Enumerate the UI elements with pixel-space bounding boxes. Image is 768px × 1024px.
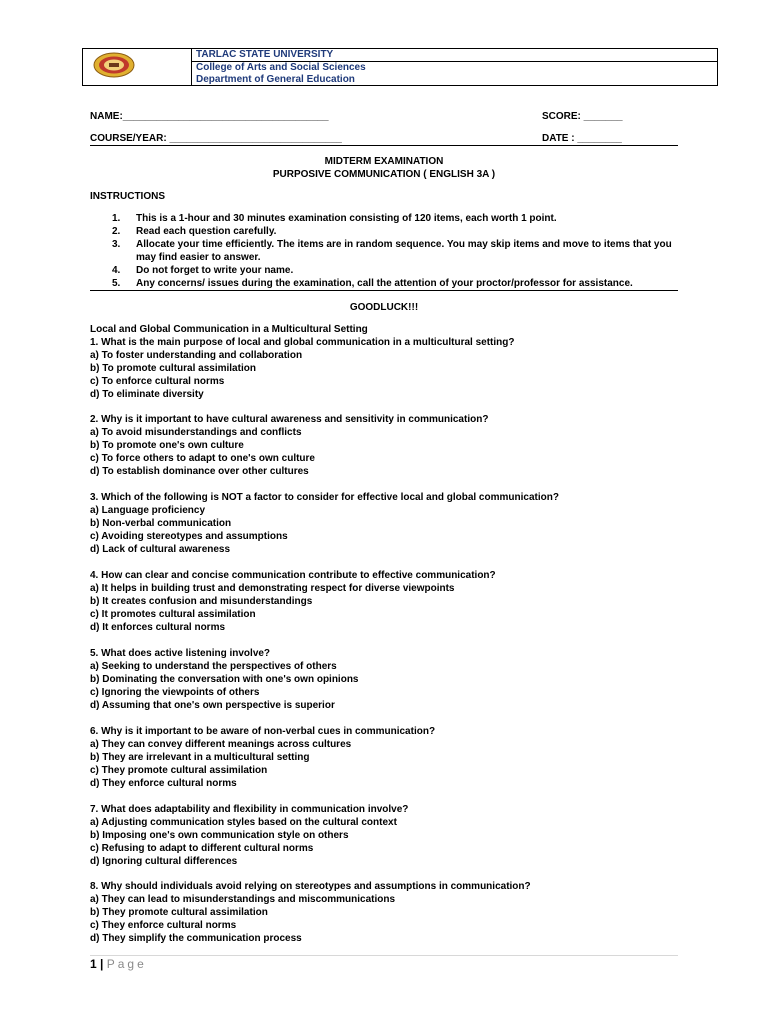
logo-cell: [83, 49, 192, 85]
college-department: [192, 62, 717, 85]
question-text: 2. Why is it important to have cultural awareness and sensitivity in communication?: [90, 414, 489, 425]
answer-option: b) They promote cultural assimilation: [90, 907, 268, 918]
instructions-heading: INSTRUCTIONS: [90, 191, 165, 202]
page-number: 1: [90, 957, 97, 971]
answer-option: c) Avoiding stereotypes and assumptions: [90, 531, 288, 542]
answer-option: d) They enforce cultural norms: [90, 778, 237, 789]
header-divider: [90, 145, 678, 146]
question-8: [90, 880, 690, 945]
question-1: [90, 336, 690, 401]
instructions-list: [112, 212, 672, 290]
answer-option: d) They simplify the communication process: [90, 933, 302, 944]
goodluck-text: GOODLUCK!!!: [349, 302, 419, 313]
answer-option: d) Lack of cultural awareness: [90, 544, 231, 555]
answer-option: b) Non-verbal communication: [90, 518, 232, 529]
college-name: College of Arts and Social Sciences: [196, 62, 366, 73]
footer-divider: [90, 955, 678, 956]
answer-option: d) To establish dominance over other cultures: [90, 466, 309, 477]
question-5: [90, 647, 690, 712]
answer-option: b) Dominating the conversation with one's own opinions: [90, 674, 359, 685]
question-3: [90, 491, 690, 556]
name-field[interactable]: NAME:_____________________________________: [90, 111, 329, 122]
instruction-item: 3. Allocate your time efficiently. The items are in random sequence. You may skip items and move to items that you may find easier to answer.: [112, 239, 672, 263]
course-year-field[interactable]: COURSE/YEAR: _______________________________: [90, 133, 342, 144]
answer-option: b) To promote one's own culture: [90, 440, 244, 451]
question-text: 3. Which of the following is NOT a factor to consider for effective local and global communication?: [90, 492, 559, 503]
answer-option: a) They can convey different meanings across cultures: [90, 739, 352, 750]
instruction-item: 1. This is a 1-hour and 30 minutes examination consisting of 120 items, each worth 1 point.: [112, 213, 557, 224]
footer-separator: |: [100, 957, 104, 971]
university-name: TARLAC STATE UNIVERSITY: [192, 49, 717, 62]
answer-option: d) It enforces cultural norms: [90, 622, 226, 633]
question-text: 7. What does adaptability and flexibility in communication involve?: [90, 804, 409, 815]
answer-option: a) It helps in building trust and demonstrating respect for diverse viewpoints: [90, 583, 455, 594]
instruction-item: 5. Any concerns/ issues during the examination, call the attention of your proctor/professor for assistance.: [112, 278, 633, 289]
instruction-item: 4. Do not forget to write your name.: [112, 265, 294, 276]
question-6: [90, 725, 690, 790]
question-text: 6. Why is it important to be aware of non-verbal cues in communication?: [90, 726, 436, 737]
page-label: Page: [106, 957, 147, 971]
question-4: [90, 569, 690, 634]
answer-option: a) To avoid misunderstandings and conflicts: [90, 427, 302, 438]
answer-option: b) Imposing one's own communication style on others: [90, 830, 349, 841]
answer-option: c) To force others to adapt to one's own culture: [90, 453, 315, 464]
answer-option: a) Language proficiency: [90, 505, 206, 516]
answer-option: c) They enforce cultural norms: [90, 920, 237, 931]
question-text: 8. Why should individuals avoid relying on stereotypes and assumptions in communication?: [90, 881, 531, 892]
answer-option: b) It creates confusion and misunderstandings: [90, 596, 313, 607]
date-field[interactable]: DATE : ________: [542, 133, 622, 144]
exam-title: MIDTERM EXAMINATION: [324, 156, 444, 167]
answer-option: a) They can lead to misunderstandings and miscommunications: [90, 894, 396, 905]
answer-option: c) They promote cultural assimilation: [90, 765, 268, 776]
answer-option: a) Seeking to understand the perspectives of others: [90, 661, 337, 672]
university-header: [82, 48, 718, 86]
section-title: Local and Global Communication in a Multicultural Setting: [90, 324, 368, 335]
answer-option: a) To foster understanding and collaboration: [90, 350, 303, 361]
university-seal-logo: [92, 51, 136, 79]
answer-option: c) To enforce cultural norms: [90, 376, 225, 387]
answer-option: d) Assuming that one's own perspective is superior: [90, 700, 335, 711]
instruction-item: 2. Read each question carefully.: [112, 226, 277, 237]
page-footer: [90, 957, 147, 971]
answer-option: b) To promote cultural assimilation: [90, 363, 256, 374]
question-text: 1. What is the main purpose of local and global communication in a multicultural setting?: [90, 337, 515, 348]
answer-option: b) They are irrelevant in a multicultural setting: [90, 752, 310, 763]
question-text: 5. What does active listening involve?: [90, 648, 271, 659]
question-2: [90, 413, 690, 478]
answer-option: a) Adjusting communication styles based on the cultural context: [90, 817, 397, 828]
answer-option: c) Refusing to adapt to different cultural norms: [90, 843, 314, 854]
answer-option: c) Ignoring the viewpoints of others: [90, 687, 260, 698]
question-text: 4. How can clear and concise communication contribute to effective communication?: [90, 570, 496, 581]
answer-option: d) Ignoring cultural differences: [90, 856, 238, 867]
instructions-divider: [90, 290, 678, 291]
answer-option: d) To eliminate diversity: [90, 389, 204, 400]
question-7: [90, 803, 690, 868]
department-name: Department of General Education: [196, 74, 355, 85]
answer-option: c) It promotes cultural assimilation: [90, 609, 256, 620]
exam-subtitle: PURPOSIVE COMMUNICATION ( ENGLISH 3A ): [272, 169, 496, 180]
score-field[interactable]: SCORE: _______: [542, 111, 623, 122]
